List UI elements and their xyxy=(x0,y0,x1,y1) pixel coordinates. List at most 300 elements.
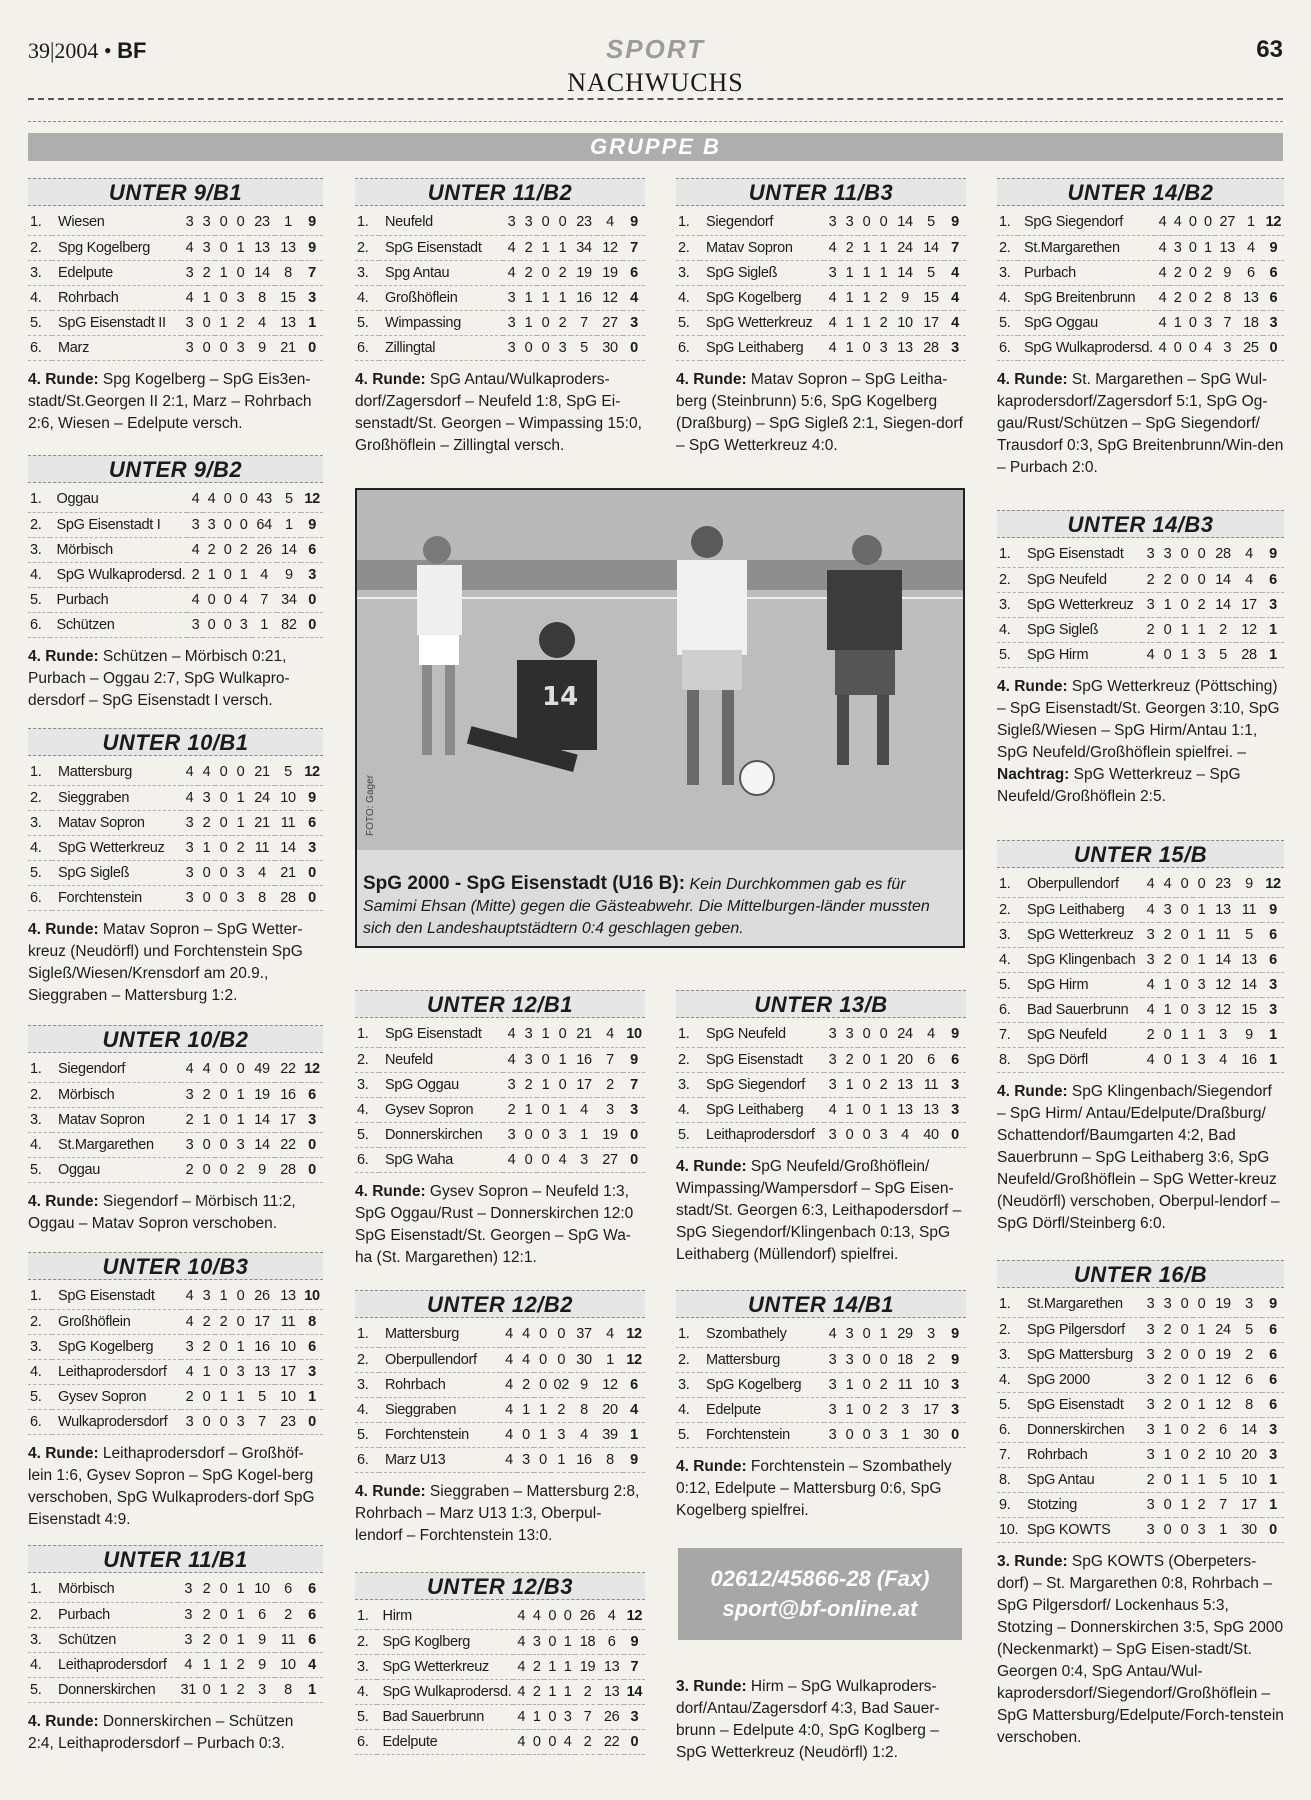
cell-team: Rohrbach xyxy=(379,1372,500,1397)
cell-ga: 4 xyxy=(1236,567,1262,592)
cell-r: 2. xyxy=(355,1629,377,1654)
cell-w: 1 xyxy=(198,835,215,860)
contact-box xyxy=(678,1548,962,1640)
cell-l: 3 xyxy=(551,1422,571,1447)
standings-block xyxy=(997,840,1284,1235)
table-row xyxy=(997,872,1284,897)
cell-gf: 24 xyxy=(892,235,918,260)
cell-ga: 10 xyxy=(275,1652,301,1677)
cell-w: 1 xyxy=(1159,972,1176,997)
cell-ga: 22 xyxy=(275,1057,301,1082)
cell-l: 0 xyxy=(875,1022,892,1047)
cell-r: 6. xyxy=(355,1729,377,1754)
cell-r: 2. xyxy=(676,1047,700,1072)
table-title: UNTER 11/B2 xyxy=(355,178,645,206)
cell-r: 2. xyxy=(28,1309,52,1334)
cell-s: 4 xyxy=(503,1047,520,1072)
cell-l: 0 xyxy=(1193,1342,1210,1367)
cell-s: 3 xyxy=(1142,592,1159,617)
table-row xyxy=(28,860,323,885)
cell-ga: 20 xyxy=(1236,1442,1262,1467)
cell-ga: 14 xyxy=(1236,972,1262,997)
table-row xyxy=(997,335,1284,360)
cell-s: 3 xyxy=(181,310,198,335)
cell-d: 1 xyxy=(215,1384,232,1409)
cell-d: 1 xyxy=(544,1679,559,1704)
cell-team: Forchtenstein xyxy=(52,885,181,910)
table-row xyxy=(676,1422,966,1447)
cell-r: 4. xyxy=(997,947,1021,972)
cell-gf: 14 xyxy=(1210,592,1236,617)
cell-r: 6. xyxy=(355,1447,379,1472)
cell-s: 3 xyxy=(503,310,520,335)
cell-r: 1. xyxy=(997,210,1018,235)
cell-r: 6. xyxy=(997,335,1018,360)
brand-label: BF xyxy=(117,38,147,63)
cell-team: St.Margarethen xyxy=(1018,235,1155,260)
cell-d: 0 xyxy=(537,310,554,335)
table-row xyxy=(28,587,323,612)
cell-pts: 3 xyxy=(1262,1417,1284,1442)
cell-gf: 21 xyxy=(571,1022,597,1047)
cell-team: SpG Wetterkreuz xyxy=(1021,592,1142,617)
cell-s: 3 xyxy=(1142,1517,1159,1542)
cell-gf: 24 xyxy=(892,1022,918,1047)
cell-d: 0 xyxy=(534,1322,551,1347)
cell-gf: 37 xyxy=(571,1322,597,1347)
cell-gf: 19 xyxy=(1210,1342,1236,1367)
cell-gf: 17 xyxy=(249,1309,275,1334)
cell-r: 2. xyxy=(355,1047,379,1072)
cell-team: Mattersburg xyxy=(52,760,181,785)
cell-r: 4. xyxy=(355,285,379,310)
cell-d: 0 xyxy=(1176,997,1193,1022)
table-row xyxy=(355,1122,645,1147)
cell-d: 0 xyxy=(215,235,232,260)
standings-block xyxy=(28,1545,323,1755)
round-text: Sieggraben – Mattersburg 2:8, Rohrbach – Marz U13 1:3, Oberpul-lendorf – Forchtenstein 13:0. xyxy=(355,1482,640,1544)
cell-gf: 4 xyxy=(249,310,275,335)
table-row xyxy=(676,1397,966,1422)
cell-w: 2 xyxy=(203,537,219,562)
table-row xyxy=(355,260,645,285)
cell-team: SpG Sigleß xyxy=(52,860,181,885)
cell-w: 3 xyxy=(520,210,537,235)
cell-s: 3 xyxy=(178,1602,198,1627)
cell-l: 1 xyxy=(551,1447,571,1472)
table-row xyxy=(676,1022,966,1047)
cell-l: 1 xyxy=(875,1047,892,1072)
cell-ga: 11 xyxy=(275,1627,301,1652)
cell-team: Marz U13 xyxy=(379,1447,500,1472)
cell-r: 3. xyxy=(28,537,50,562)
cell-d: 0 xyxy=(215,1057,232,1082)
cell-gf: 11 xyxy=(1210,922,1236,947)
cell-w: 1 xyxy=(841,285,858,310)
cell-w: 1 xyxy=(1159,997,1176,1022)
cell-d: 1 xyxy=(858,260,875,285)
cell-ga: 30 xyxy=(918,1422,944,1447)
cell-team: Wimpassing xyxy=(379,310,503,335)
cell-pts: 6 xyxy=(1262,1342,1284,1367)
cell-l: 1 xyxy=(1193,1467,1210,1492)
cell-r: 1. xyxy=(676,1322,700,1347)
cell-pts: 6 xyxy=(1262,1392,1284,1417)
table-title: UNTER 10/B2 xyxy=(28,1025,323,1053)
cell-w: 2 xyxy=(198,1082,215,1107)
cell-w: 0 xyxy=(198,335,215,360)
contact-email[interactable]: sport@bf-online.at xyxy=(722,1596,918,1621)
cell-team: Stotzing xyxy=(1021,1492,1142,1517)
table-title: UNTER 11/B1 xyxy=(28,1545,323,1573)
cell-r: 6. xyxy=(28,612,50,637)
table-row xyxy=(28,810,323,835)
cell-r: 2. xyxy=(355,1347,379,1372)
cell-l: 0 xyxy=(232,1284,249,1309)
cell-s: 3 xyxy=(181,1409,198,1434)
cell-gf: 9 xyxy=(249,335,275,360)
cell-gf: 3 xyxy=(571,1147,597,1172)
round-text: SpG KOWTS (Oberpeters-dorf) – St. Margarethen 0:8, Rohrbach – SpG Pilgersdorf/ Lockenhaus 5:3, Stotzing – Donnerskirchen 3:5, SpG 2000 (Neckenmarkt) – SpG Eisen-stadt/St. Georgen 0:4, SpG Antau/Wul-kaprodersdorf/Siegendorf/Großhöflein – SpG Mattersburg/Edelpute/Forch-tenstein verschoben. xyxy=(997,1552,1284,1746)
cell-r: 5. xyxy=(355,1422,379,1447)
cell-team: SpG Antau xyxy=(1021,1467,1142,1492)
cell-ga: 13 xyxy=(275,235,301,260)
cell-w: 2 xyxy=(198,1627,215,1652)
match-photo xyxy=(355,488,965,948)
cell-r: 1. xyxy=(28,487,50,512)
standings-table xyxy=(997,542,1284,668)
round-note xyxy=(28,369,323,435)
cell-ga: 16 xyxy=(1236,1047,1262,1072)
cell-pts: 0 xyxy=(301,885,323,910)
cell-s: 3 xyxy=(503,210,520,235)
table-row xyxy=(997,260,1284,285)
cell-s: 4 xyxy=(513,1629,528,1654)
cell-team: Matav Sopron xyxy=(52,810,181,835)
cell-s: 3 xyxy=(824,260,841,285)
cell-l: 2 xyxy=(1193,1417,1210,1442)
cell-r: 1. xyxy=(28,210,52,235)
standings-block xyxy=(355,178,645,457)
cell-pts: 6 xyxy=(623,1372,645,1397)
cell-ga: 1 xyxy=(277,512,302,537)
cell-gf: 16 xyxy=(249,1334,275,1359)
standings-block xyxy=(28,1252,323,1531)
cell-gf: 13 xyxy=(892,1072,918,1097)
cell-team: SpG Kogelberg xyxy=(52,1334,181,1359)
round-label: 4. Runde: xyxy=(676,370,747,388)
cell-w: 1 xyxy=(198,1359,215,1384)
cell-l: 0 xyxy=(551,1322,571,1347)
cell-team: SpG Eisenstadt xyxy=(379,235,503,260)
cell-pts: 14 xyxy=(624,1679,645,1704)
cell-s: 3 xyxy=(1142,1417,1159,1442)
standings-block xyxy=(676,1290,966,1522)
cell-r: 5. xyxy=(997,310,1018,335)
cell-ga: 4 xyxy=(600,1604,624,1629)
cell-d: 1 xyxy=(215,1677,232,1702)
cell-gf: 4 xyxy=(571,1422,597,1447)
cell-d: 0 xyxy=(537,335,554,360)
cell-d: 0 xyxy=(1176,1392,1193,1417)
cell-team: Matav Sopron xyxy=(700,235,824,260)
cell-team: Siegendorf xyxy=(700,210,824,235)
cell-r: 6. xyxy=(676,335,700,360)
cell-s: 3 xyxy=(503,285,520,310)
cell-w: 1 xyxy=(841,1072,858,1097)
cell-gf: 5 xyxy=(249,1384,275,1409)
cell-team: Leithaprodersdorf xyxy=(52,1359,181,1384)
cell-l: 3 xyxy=(560,1704,575,1729)
cell-ga: 17 xyxy=(918,310,944,335)
cell-team: Donnerskirchen xyxy=(1021,1417,1142,1442)
cell-l: 1 xyxy=(875,1322,892,1347)
cell-ga: 6 xyxy=(275,1577,301,1602)
cell-s: 3 xyxy=(824,1372,841,1397)
cell-team: Purbach xyxy=(52,1602,178,1627)
cell-ga: 9 xyxy=(1236,872,1262,897)
table-row xyxy=(997,997,1284,1022)
cell-r: 3. xyxy=(355,1072,379,1097)
round-note xyxy=(997,676,1284,808)
cell-l: 3 xyxy=(232,1132,249,1157)
cell-l: 0 xyxy=(232,260,249,285)
cell-r: 5. xyxy=(28,1677,52,1702)
cell-l: 3 xyxy=(1193,642,1210,667)
cell-s: 3 xyxy=(824,210,841,235)
cell-r: 6. xyxy=(28,335,52,360)
cell-pts: 8 xyxy=(301,1309,323,1334)
cell-r: 3. xyxy=(28,1334,52,1359)
table-row xyxy=(28,785,323,810)
table-row xyxy=(997,1442,1284,1467)
cell-r: 4. xyxy=(355,1097,379,1122)
round-note xyxy=(676,1676,966,1764)
round-note xyxy=(355,369,645,457)
cell-l: 0 xyxy=(554,210,571,235)
cell-r: 1. xyxy=(28,1284,52,1309)
table-title: UNTER 16/B xyxy=(997,1260,1284,1288)
cell-d: 0 xyxy=(544,1729,559,1754)
cell-w: 0 xyxy=(1159,1517,1176,1542)
table-row xyxy=(997,542,1284,567)
cell-r: 5. xyxy=(28,860,52,885)
cell-gf: 34 xyxy=(571,235,597,260)
cell-team: SpG Kogelberg xyxy=(700,1372,824,1397)
cell-r: 3. xyxy=(28,260,52,285)
table-row xyxy=(355,310,645,335)
cell-s: 4 xyxy=(500,1422,517,1447)
cell-pts: 6 xyxy=(301,810,323,835)
standings-table xyxy=(997,872,1284,1073)
cell-gf: 26 xyxy=(252,537,277,562)
table-row xyxy=(997,567,1284,592)
cell-l: 1 xyxy=(232,235,249,260)
cell-team: SpG Oggau xyxy=(379,1072,503,1097)
cell-d: 0 xyxy=(1176,1292,1193,1317)
cell-w: 0 xyxy=(198,310,215,335)
cell-gf: 3 xyxy=(249,1677,275,1702)
table-row xyxy=(355,1047,645,1072)
cell-d: 0 xyxy=(1185,210,1200,235)
cell-team: Purbach xyxy=(1018,260,1155,285)
standings-table xyxy=(28,1284,323,1435)
cell-ga: 12 xyxy=(597,1372,623,1397)
round-note xyxy=(997,1551,1284,1749)
table-row xyxy=(355,1147,645,1172)
cell-d: 0 xyxy=(1176,1417,1193,1442)
cell-s: 4 xyxy=(1142,642,1159,667)
cell-w: 2 xyxy=(1159,1392,1176,1417)
cell-team: SpG Waha xyxy=(379,1147,503,1172)
round-text: St. Margarethen – SpG Wul-kaprodersdorf/Zagersdorf 5:1, SpG Og-gau/Rust/Schützen – SpG Siegendorf/ Trausdorf 0:3, SpG Breitenbrunn/Win-den – Purbach 2:0. xyxy=(997,370,1284,476)
cell-ga: 20 xyxy=(597,1397,623,1422)
cell-r: 4. xyxy=(997,285,1018,310)
round-note xyxy=(28,646,323,712)
table-title: UNTER 12/B1 xyxy=(355,990,645,1018)
cell-s: 4 xyxy=(181,1284,198,1309)
cell-w: 1 xyxy=(841,1097,858,1122)
cell-d: 1 xyxy=(215,1284,232,1309)
cell-ga: 13 xyxy=(600,1654,624,1679)
cell-s: 3 xyxy=(181,810,198,835)
cell-d: 0 xyxy=(858,1322,875,1347)
cell-ga: 6 xyxy=(1239,260,1263,285)
cell-l: 1 xyxy=(232,1107,249,1132)
cell-gf: 27 xyxy=(1215,210,1239,235)
cell-l: 2 xyxy=(875,285,892,310)
cell-w: 1 xyxy=(841,310,858,335)
table-title: UNTER 14/B3 xyxy=(997,510,1284,538)
cell-pts: 9 xyxy=(1262,1292,1284,1317)
cell-d: 0 xyxy=(1176,542,1193,567)
cell-l: 3 xyxy=(1193,1517,1210,1542)
cell-l: 0 xyxy=(875,210,892,235)
cell-w: 0 xyxy=(203,587,219,612)
cell-team: Gysev Sopron xyxy=(379,1097,503,1122)
standings-block xyxy=(355,1572,645,1755)
standings-table xyxy=(355,1322,645,1473)
cell-ga: 11 xyxy=(1236,897,1262,922)
cell-s: 2 xyxy=(181,1157,198,1182)
cell-gf: 21 xyxy=(249,810,275,835)
cell-w: 2 xyxy=(529,1679,544,1704)
cell-ga: 11 xyxy=(918,1072,944,1097)
cell-ga: 4 xyxy=(597,1022,623,1047)
cell-l: 1 xyxy=(1193,947,1210,972)
cell-s: 3 xyxy=(187,612,203,637)
cell-team: SpG Eisenstadt I xyxy=(50,512,187,537)
standings-table xyxy=(355,1604,645,1755)
table-row xyxy=(997,592,1284,617)
table-row xyxy=(355,1447,645,1472)
cell-d: 0 xyxy=(537,1047,554,1072)
cell-ga: 13 xyxy=(275,310,301,335)
cell-ga: 5 xyxy=(1236,922,1262,947)
cell-gf: 19 xyxy=(249,1082,275,1107)
cell-s: 3 xyxy=(1142,922,1159,947)
cell-pts: 9 xyxy=(623,1047,645,1072)
cell-team: Edelpute xyxy=(377,1729,514,1754)
table-row xyxy=(997,1367,1284,1392)
cell-l: 02 xyxy=(551,1372,571,1397)
round-note xyxy=(676,1456,966,1522)
round-note xyxy=(355,1481,645,1547)
cell-gf: 10 xyxy=(249,1577,275,1602)
table-row xyxy=(997,947,1284,972)
cell-l: 2 xyxy=(1193,1492,1210,1517)
cell-l: 0 xyxy=(1193,1292,1210,1317)
cell-ga: 15 xyxy=(1236,997,1262,1022)
table-row xyxy=(676,335,966,360)
cell-team: SpG Neufeld xyxy=(1021,1022,1142,1047)
cell-w: 0 xyxy=(1159,1022,1176,1047)
cell-s: 4 xyxy=(1142,972,1159,997)
cell-pts: 7 xyxy=(623,235,645,260)
cell-w: 3 xyxy=(203,512,219,537)
cell-ga: 4 xyxy=(1236,542,1262,567)
cell-pts: 3 xyxy=(944,335,966,360)
cell-team: Neufeld xyxy=(379,210,503,235)
cell-ga: 4 xyxy=(597,210,623,235)
cell-team: SpG 2000 xyxy=(1021,1367,1142,1392)
cell-pts: 0 xyxy=(301,1157,323,1182)
cell-w: 1 xyxy=(198,1652,215,1677)
cell-s: 4 xyxy=(824,335,841,360)
cell-ga: 17 xyxy=(275,1107,301,1132)
cell-team: Wulkaprodersdorf xyxy=(52,1409,181,1434)
cell-s: 4 xyxy=(181,760,198,785)
cell-team: SpG Wetterkreuz xyxy=(700,310,824,335)
cell-team: Oberpullendorf xyxy=(379,1347,500,1372)
cell-gf: 9 xyxy=(892,285,918,310)
cell-l: 0 xyxy=(1193,542,1210,567)
table-row xyxy=(28,537,323,562)
cell-ga: 2 xyxy=(597,1072,623,1097)
cell-team: Zillingtal xyxy=(379,335,503,360)
cell-w: 2 xyxy=(1159,1342,1176,1367)
cell-s: 3 xyxy=(178,1627,198,1652)
cell-d: 2 xyxy=(215,1309,232,1334)
cell-w: 4 xyxy=(529,1604,544,1629)
cell-s: 2 xyxy=(1142,1022,1159,1047)
cell-team: Mattersburg xyxy=(700,1347,824,1372)
cell-s: 4 xyxy=(513,1654,528,1679)
cell-r: 1. xyxy=(676,1022,700,1047)
table-row xyxy=(676,1097,966,1122)
cell-l: 1 xyxy=(232,810,249,835)
cell-s: 3 xyxy=(824,1347,841,1372)
cell-s: 4 xyxy=(500,1397,517,1422)
cell-pts: 3 xyxy=(944,1397,966,1422)
cell-w: 0 xyxy=(1159,617,1176,642)
cell-pts: 0 xyxy=(301,587,323,612)
cell-gf: 1 xyxy=(571,1122,597,1147)
standings-block xyxy=(676,178,966,457)
cell-d: 0 xyxy=(215,335,232,360)
cell-d: 0 xyxy=(858,1372,875,1397)
cell-l: 3 xyxy=(232,335,249,360)
cell-l: 2 xyxy=(232,835,249,860)
cell-team: Leithaprodersdorf xyxy=(52,1652,178,1677)
cell-pts: 12 xyxy=(301,1057,323,1082)
cell-l: 0 xyxy=(236,487,252,512)
cell-ga: 8 xyxy=(597,1447,623,1472)
cell-team: Rohrbach xyxy=(52,285,181,310)
cell-r: 9. xyxy=(997,1492,1021,1517)
round-note xyxy=(676,369,966,457)
table-title: UNTER 14/B2 xyxy=(997,178,1284,206)
